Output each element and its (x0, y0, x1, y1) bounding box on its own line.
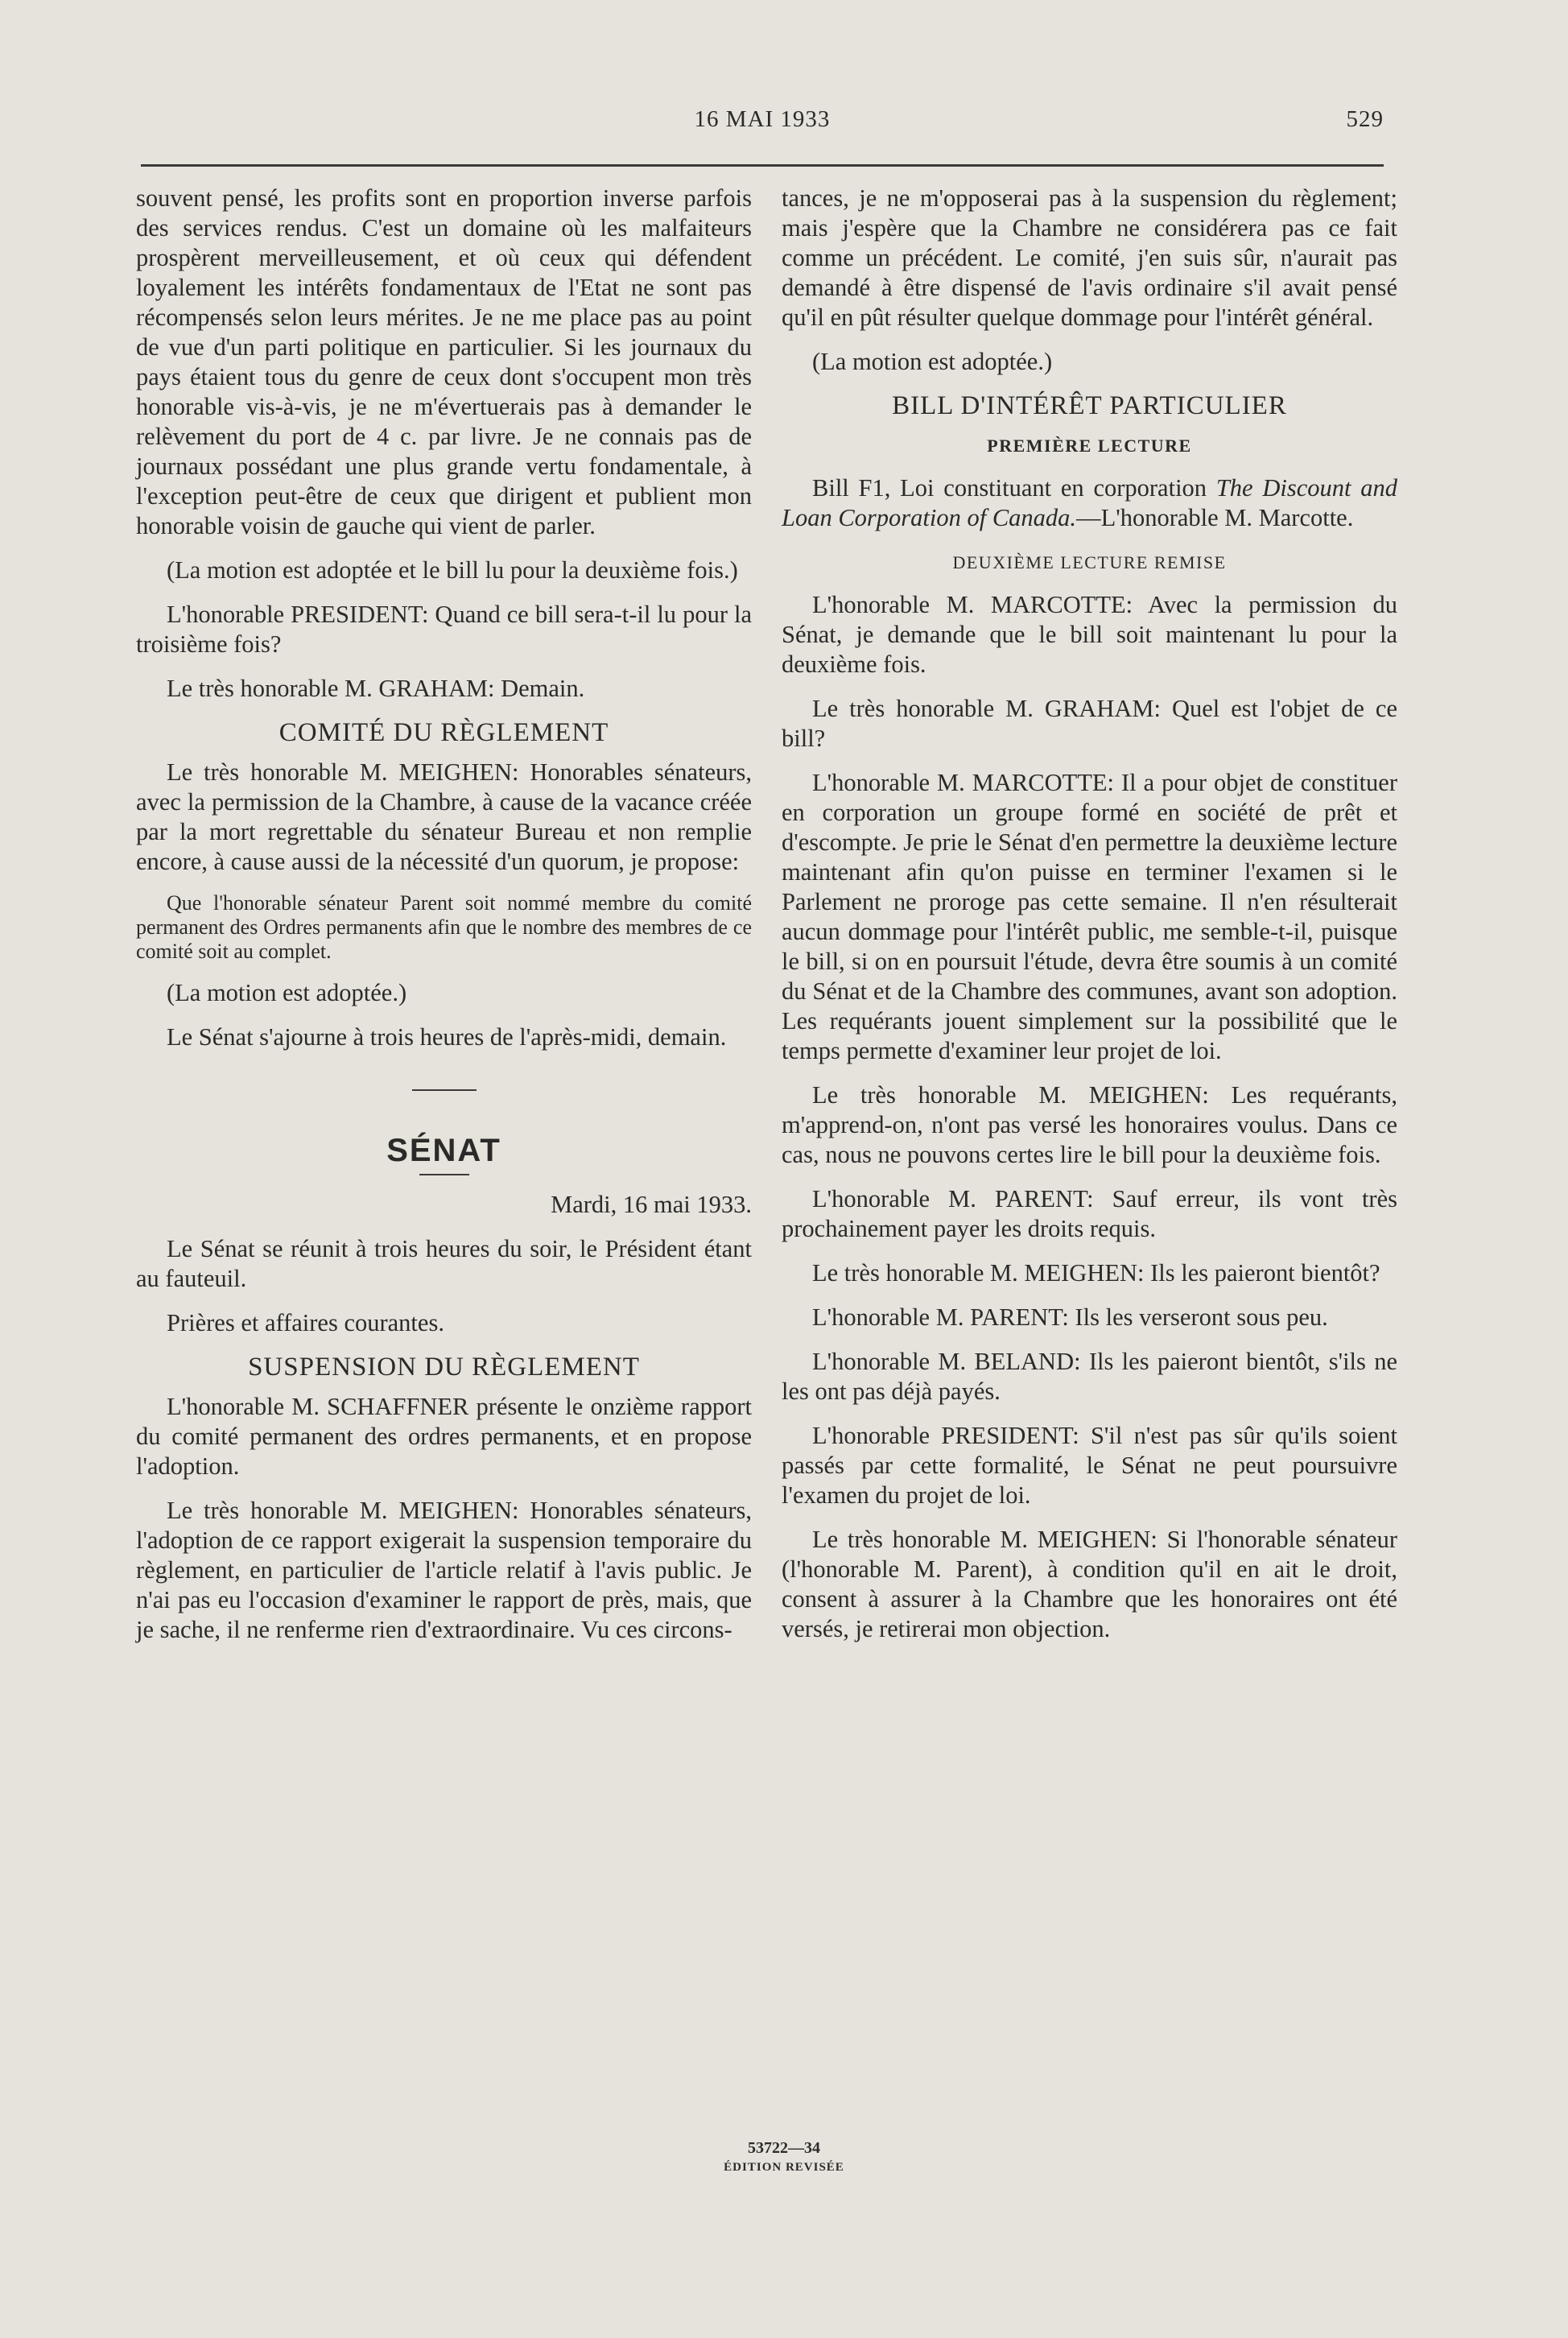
subheading-premiere-lecture: PREMIÈRE LECTURE (987, 436, 1192, 456)
header-rule (141, 164, 1384, 167)
paragraph: (La motion est adoptée et le bill lu pour la deuxième fois.) (167, 556, 738, 584)
paragraph: (La motion est adoptée.) (812, 348, 1053, 375)
subheading-deuxieme-lecture: DEUXIÈME LECTURE REMISE (952, 552, 1227, 572)
paragraph: Prières et affaires courantes. (167, 1309, 444, 1336)
bill-corporation-name: The Discount and Loan Corporation of Canada. (782, 474, 1397, 531)
paragraph: L'honorable PRESIDENT: Quand ce bill sera-t-il lu pour la troisième fois? (136, 601, 752, 658)
paragraph: Le très honorable M. GRAHAM: Demain. (167, 675, 585, 702)
paragraph: (La motion est adoptée.) (167, 979, 407, 1006)
section-divider (412, 1089, 477, 1091)
section-heading-comite: COMITÉ DU RÈGLEMENT (279, 718, 609, 747)
footer-code: 53722—34 (748, 2139, 820, 2157)
paragraph: tances, je ne m'opposerai pas à la suspension du règlement; mais j'espère que la Chambre ne considérera pas ce fait comme un précédent. Le comité, j'en suis sûr, n'aurait pas demandé à être dispensé de l'avis ordinaire s'il avait pensé qu'il en pût résulter quelque dommage pour l'intérêt général. (782, 184, 1397, 331)
motion-quote: Que l'honorable sénateur Parent soit nommé membre du comité permanent des Ordres permanents afin que le nombre des membres de ce comité soit au complet. (136, 891, 752, 963)
bill-sponsor: —L'honorable M. Marcotte. (1076, 504, 1354, 531)
footer-edition: ÉDITION REVISÉE (724, 2161, 844, 2174)
paragraph: Le très honorable M. GRAHAM: Quel est l'objet de ce bill? (782, 695, 1397, 752)
paragraph: L'honorable PRESIDENT: S'il n'est pas sûr qu'ils soient passés par cette formalité, le Sénat ne peut poursuivre l'examen du projet de loi. (782, 1422, 1397, 1509)
paragraph: L'honorable M. MARCOTTE: Avec la permission du Sénat, je demande que le bill soit maintenant lu pour la deuxième fois. (782, 591, 1397, 678)
paragraph: L'honorable M. BELAND: Ils les paieront bientôt, s'ils ne les ont pas déjà payés. (782, 1348, 1397, 1405)
paragraph: Le Sénat s'ajourne à trois heures de l'après-midi, demain. (167, 1023, 727, 1051)
paragraph: Le très honorable M. MEIGHEN: Honorables sénateurs, l'adoption de ce rapport exigerait la suspension temporaire du règlement, en particulier de l'article relatif à l'avis public. Je n'ai pas eu l'occasion d'examiner le rapport de près, mais, que je sache, il ne renferme rien d'extraordinaire. Vu ces circons- (136, 1497, 752, 1643)
paragraph: Le très honorable M. MEIGHEN: Honorables sénateurs, avec la permission de la Chambre, à cause de la vacance créée par la mort regrettable du sénateur Bureau et non remplie encore, à cause aussi de la nécessité d'un quorum, je propose: (136, 758, 752, 875)
paragraph (782, 473, 1397, 533)
sitting-dateline: Mardi, 16 mai 1933. (551, 1191, 752, 1218)
header-date: 16 MAI 1933 (694, 106, 831, 132)
running-head (141, 106, 1384, 142)
paragraph: Le très honorable M. MEIGHEN: Si l'honorable sénateur (l'honorable M. Parent), à condition qu'il en ait le droit, consent à assurer à la Chambre que les honoraires ont été versés, je retirerai mon objection. (782, 1526, 1397, 1642)
paragraph: L'honorable M. PARENT: Ils les verseront sous peu. (812, 1303, 1328, 1331)
paragraph: Le Sénat se réunit à trois heures du soir, le Président étant au fauteuil. (136, 1235, 752, 1292)
paragraph: souvent pensé, les profits sont en proportion inverse parfois des services rendus. C'est un domaine où les malfaiteurs prospèrent merveilleusement, et où ceux qui défendent loyalement les intérêts fondamentaux de l'Etat ne sont pas récompensés selon leurs mérites. Je ne me place pas au point de vue d'un parti politique en particulier. Si les journaux du pays étaient tous du genre de ceux dont s'occupent mon très honorable vis-à-vis, je ne m'évertuerais pas à demander le relèvement du port de 4 c. par livre. Je ne connais pas de journaux possédant une plus grande vertu fondamentale, à l'exception peut-être de ceux que dirigent et publient mon honorable voisin de gauche qui vient de parler. (136, 184, 752, 539)
page-footer (0, 2138, 1568, 2177)
senat-title: SÉNAT (386, 1133, 501, 1168)
paragraph: L'honorable M. PARENT: Sauf erreur, ils vont très prochainement payer les droits requis. (782, 1185, 1397, 1242)
paragraph: Le très honorable M. MEIGHEN: Les requérants, m'apprend-on, n'ont pas versé les honoraires voulus. Dans ce cas, nous ne pouvons certes lire le bill pour la deuxième fois. (782, 1081, 1397, 1168)
bill-text: Bill F1, Loi constituant en corporation (812, 474, 1216, 502)
paragraph: L'honorable M. SCHAFFNER présente le onzième rapport du comité permanent des ordres permanents, et en propose l'adoption. (136, 1393, 752, 1480)
page-number: 529 (1346, 106, 1384, 132)
paragraph: Le très honorable M. MEIGHEN: Ils les paieront bientôt? (812, 1259, 1380, 1287)
right-column (782, 184, 1397, 1658)
section-heading-suspension: SUSPENSION DU RÈGLEMENT (248, 1353, 640, 1382)
paragraph: L'honorable M. MARCOTTE: Il a pour objet de constituer en corporation un groupe formé en société de prêt et d'escompte. Je prie le Sénat d'en permettre la deuxième lecture maintenant afin qu'on puisse en terminer l'examen si le Parlement ne proroge pas cette semaine. Il n'en résulterait aucun dommage pour l'intérêt public, me semble-t-il, puisque le bill, si on en poursuit l'étude, devra être soumis à un comité du Sénat et de la Chambre des communes, avant son adoption. Les requérants jouent simplement sur la possibilité que le temps permette d'examiner leur projet de loi. (782, 769, 1397, 1064)
section-heading-bill: BILL D'INTÉRÊT PARTICULIER (892, 391, 1287, 420)
left-column (136, 184, 752, 1659)
title-underline (419, 1174, 469, 1175)
